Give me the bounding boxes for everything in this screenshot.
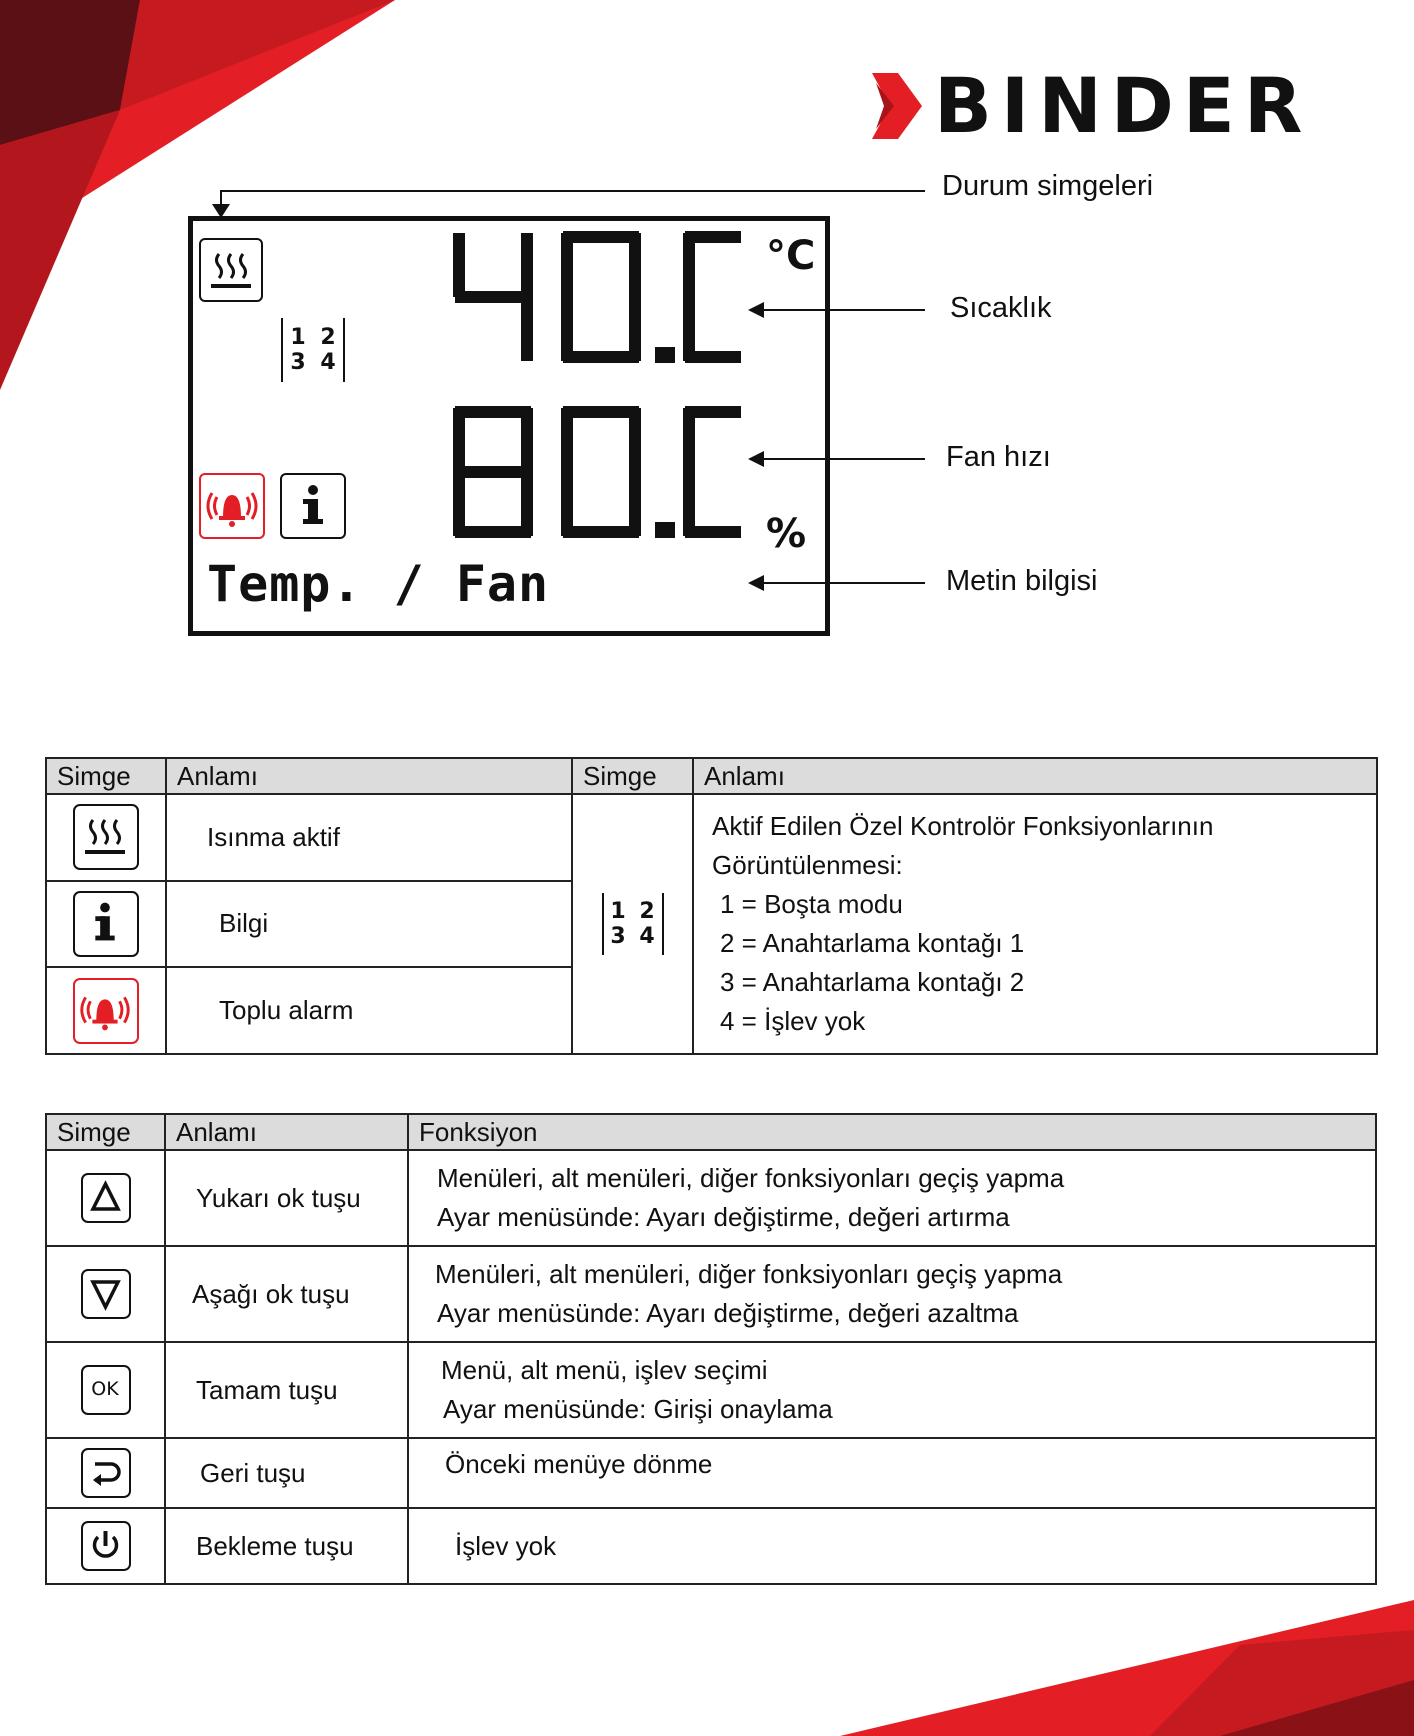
alarm-bell-icon — [73, 978, 139, 1044]
bottom-right-corner-graphic — [820, 1600, 1414, 1736]
segment-e — [561, 297, 573, 361]
key-name-ok: Tamam tuşu — [165, 1342, 408, 1438]
status-arrow-icon — [212, 204, 230, 218]
digit-0 — [683, 231, 741, 363]
heating-icon — [199, 238, 263, 302]
segment-f — [453, 408, 465, 472]
segment-f — [561, 408, 573, 472]
decimal-point — [655, 347, 675, 363]
callout-text-info: Metin bilgisi — [946, 565, 1098, 597]
meaning-info: Bilgi — [166, 881, 572, 968]
info-icon — [73, 891, 139, 957]
lcd-display — [188, 216, 830, 636]
heating-icon — [73, 804, 139, 870]
binder-logo — [872, 61, 1312, 150]
table-row: Geri tuşu Önceki menüye dönme — [46, 1438, 1376, 1508]
table-row — [46, 794, 1377, 881]
symbols-table-header: Simge Anlamı Simge Anlamı — [46, 758, 1377, 794]
key-name-down: Aşağı ok tuşu — [165, 1246, 408, 1342]
controller-functions-description: Aktif Edilen Özel Kontrolör Fonksiyonlarının Görüntülenmesi: 1 = Boşta modu 2 = Anahtarlama kontağı 1 3 = Anahtarlama kontağı 2 4 = İşlev yok — [693, 794, 1377, 1054]
segment-f — [561, 233, 573, 297]
standby-key-icon — [81, 1521, 131, 1571]
meaning-heating: Isınma aktif — [166, 794, 572, 881]
segment-d — [455, 526, 531, 538]
controller-functions-icon: 1 2 3 4 — [281, 318, 345, 382]
temperature-value — [451, 231, 741, 376]
keys-table-header: Simge Anlamı Fonksiyon — [46, 1114, 1376, 1150]
segment-a — [563, 406, 639, 418]
digit-0 — [683, 406, 741, 538]
segment-f — [453, 233, 465, 297]
logo-play-icon — [872, 73, 924, 139]
fan-unit: % — [766, 511, 807, 557]
key-name-up: Yukarı ok tuşu — [165, 1150, 408, 1246]
segment-a — [563, 231, 639, 243]
segment-e — [683, 472, 695, 536]
back-key-icon — [81, 1448, 131, 1498]
segment-f — [683, 408, 695, 472]
key-name-back: Geri tuşu — [165, 1438, 408, 1508]
segment-d — [563, 526, 639, 538]
table-row: Yukarı ok tuşu Menüleri, alt menüleri, diğer fonksiyonları geçiş yapma Ayar menüsünde: Ayarı değiştirme, değeri artırma — [46, 1150, 1376, 1246]
segment-b — [629, 408, 641, 472]
controller-functions-icon: 1 2 3 4 — [602, 893, 664, 955]
callout-temperature: Sıcaklık — [950, 292, 1052, 324]
segment-e — [683, 297, 695, 361]
segment-f — [683, 233, 695, 297]
segment-b — [629, 233, 641, 297]
info-icon — [280, 473, 346, 539]
table-row: Bekleme tuşu İşlev yok — [46, 1508, 1376, 1584]
segment-g — [455, 291, 531, 303]
fan-speed-value — [451, 406, 741, 551]
table-row: Aşağı ok tuşu Menüleri, alt menüleri, diğer fonksiyonları geçiş yapma Ayar menüsünde: Ayarı değiştirme, değeri azaltma — [46, 1246, 1376, 1342]
temperature-unit: °C — [766, 233, 816, 279]
segment-b — [521, 408, 533, 472]
segment-e — [561, 472, 573, 536]
text-info: Temp. / Fan — [207, 555, 550, 613]
symbols-table — [45, 757, 1378, 1055]
down-arrow-key-icon — [81, 1269, 131, 1319]
alarm-bell-icon — [199, 473, 265, 539]
ok-key-icon: OK — [81, 1365, 131, 1415]
logo-text: BINDER — [934, 61, 1312, 150]
keys-table — [45, 1113, 1377, 1585]
digit-8 — [453, 406, 533, 538]
digit-4 — [453, 233, 533, 361]
segment-g — [455, 466, 531, 478]
segment-b — [521, 233, 533, 297]
digit-0 — [561, 231, 641, 363]
callout-fan-speed: Fan hızı — [946, 441, 1051, 473]
segment-e — [453, 472, 465, 536]
meaning-collective-alarm: Toplu alarm — [166, 967, 572, 1054]
digit-0 — [561, 406, 641, 538]
segment-d — [563, 351, 639, 363]
decimal-point — [655, 522, 675, 538]
up-arrow-key-icon — [81, 1173, 131, 1223]
callout-status-icons: Durum simgeleri — [942, 170, 1154, 202]
key-name-standby: Bekleme tuşu — [165, 1508, 408, 1584]
segment-a — [455, 406, 531, 418]
table-row: OK Tamam tuşu Menü, alt menü, işlev seçimi Ayar menüsünde: Girişi onaylama — [46, 1342, 1376, 1438]
segment-c — [521, 297, 533, 361]
